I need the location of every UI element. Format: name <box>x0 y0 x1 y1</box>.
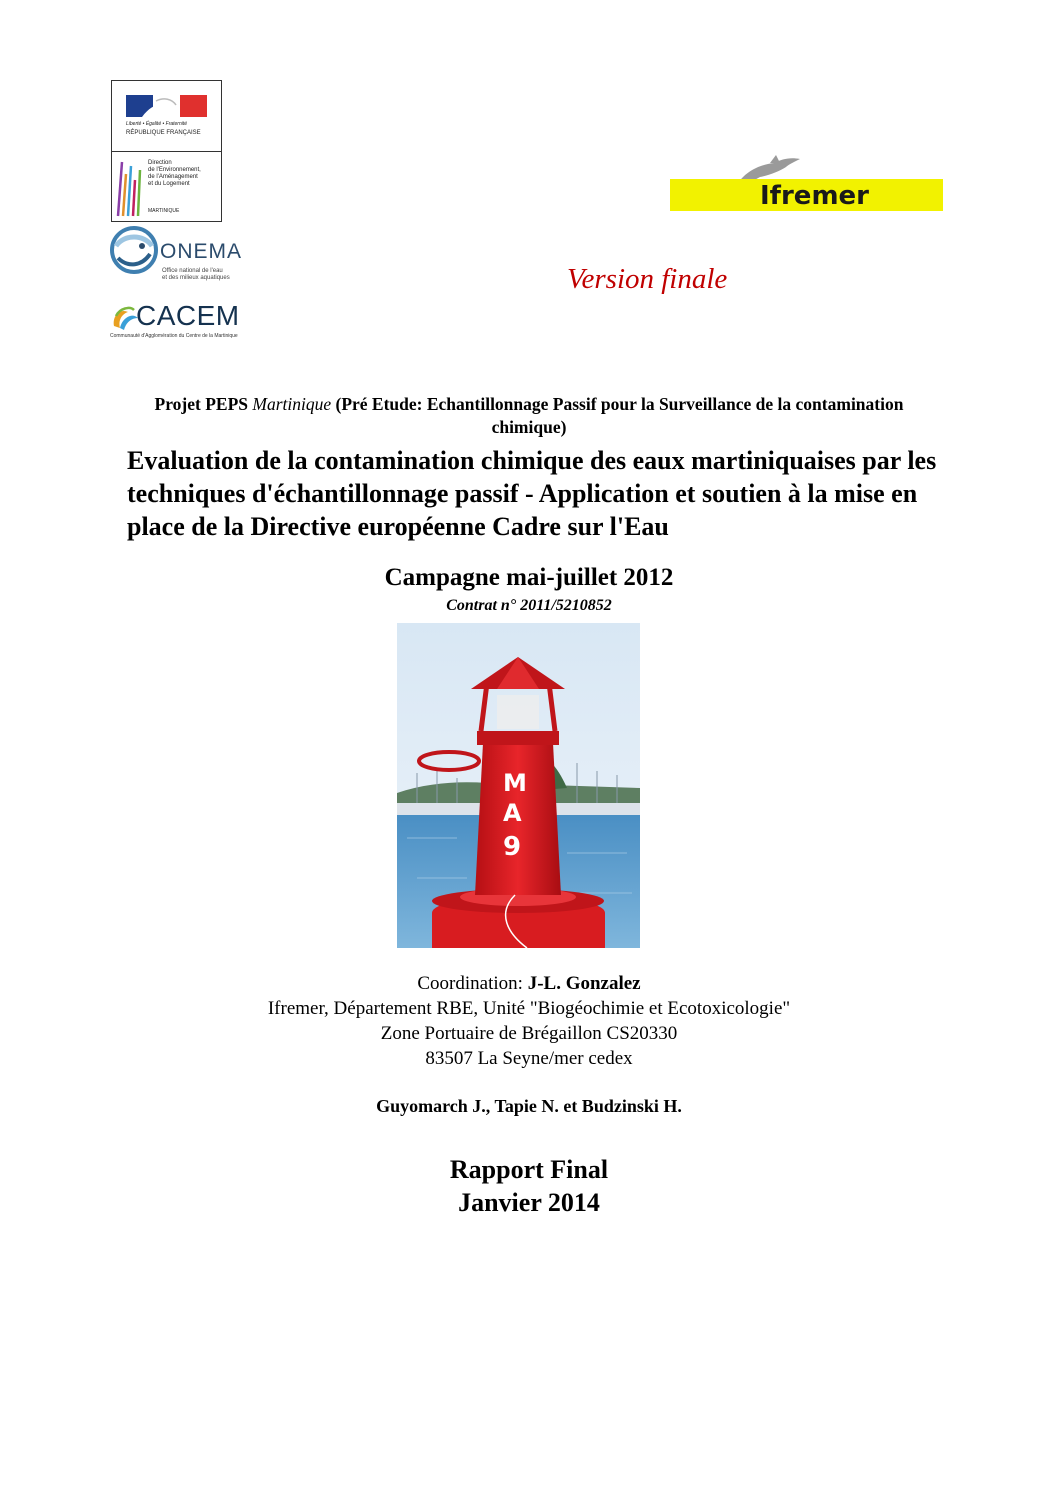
report-block <box>0 1153 1058 1219</box>
project-prefix: Projet PEPS <box>154 394 253 414</box>
deal-stripes-icon <box>114 156 144 218</box>
document-title: Evaluation de la contamination chimique des eaux martiniquaises par les techniques d'échantillonnage passif - Application et soutien à la mise en place de la Directive européenne Cadre sur l'Eau <box>127 446 937 541</box>
coordination-line <box>0 971 1058 996</box>
deal-line-1: Direction <box>148 160 172 166</box>
coordination-affiliation: Ifremer, Département RBE, Unité "Biogéochimie et Ecotoxicologie" <box>267 998 791 1019</box>
deal-logo <box>112 152 221 221</box>
buoy-letter-1: M <box>503 769 527 797</box>
onema-swirl-icon <box>110 224 160 276</box>
partner-logo-block <box>111 80 222 222</box>
campaign-heading: Campagne mai-juillet 2012 <box>384 564 674 591</box>
onema-subtitle-1: Office national de l'eau <box>162 268 223 274</box>
project-region: Martinique <box>252 394 332 414</box>
deal-line-3: de l'Aménagement <box>148 174 198 180</box>
deal-line-4: et du Logement <box>148 181 190 187</box>
buoy-letter-3: 9 <box>503 832 522 862</box>
coordinator-name: J-L. Gonzalez <box>527 973 641 994</box>
project-subtitle <box>120 393 938 439</box>
republique-francaise-logo <box>112 81 221 152</box>
coordination-block <box>0 971 1058 1071</box>
onema-name: ONEMA <box>160 240 243 263</box>
report-type: Rapport Final <box>449 1155 609 1184</box>
ifremer-logo <box>670 155 944 211</box>
cacem-subtitle: Communauté d'Agglomération du Centre de la Martinique <box>110 333 238 339</box>
contract-number: Contrat n° 2011/5210852 <box>446 597 612 614</box>
buoy-letter-2: A <box>503 799 522 827</box>
coordination-label: Coordination: <box>417 973 528 994</box>
project-description: (Pré Etude: Echantillonnage Passif pour la Surveillance de la contamination chimique) <box>331 394 904 437</box>
cover-photo-buoy <box>397 623 640 948</box>
authors-line: Guyomarch J., Tapie N. et Budzinski H. <box>376 1096 682 1116</box>
onema-logo <box>110 224 280 286</box>
report-date: Janvier 2014 <box>458 1188 600 1217</box>
cacem-name: CACEM <box>136 300 240 331</box>
marianne-flag-icon <box>112 81 221 151</box>
onema-subtitle-2: et des milieux aquatiques <box>162 275 230 281</box>
deal-line-2: de l'Environnement, <box>148 167 201 173</box>
coordination-address-1: Zone Portuaire de Brégaillon CS20330 <box>380 1023 678 1044</box>
deal-region: MARTINIQUE <box>148 208 180 214</box>
republique-motto: Liberté • Égalité • Fraternité <box>126 121 188 127</box>
republique-name: RÉPUBLIQUE FRANÇAISE <box>126 130 201 136</box>
ifremer-name: Ifremer <box>760 181 869 211</box>
version-label: Version finale <box>567 263 728 295</box>
coordination-address-2: 83507 La Seyne/mer cedex <box>425 1048 633 1069</box>
buoy-illustration <box>397 623 640 948</box>
cacem-logo <box>110 300 270 344</box>
